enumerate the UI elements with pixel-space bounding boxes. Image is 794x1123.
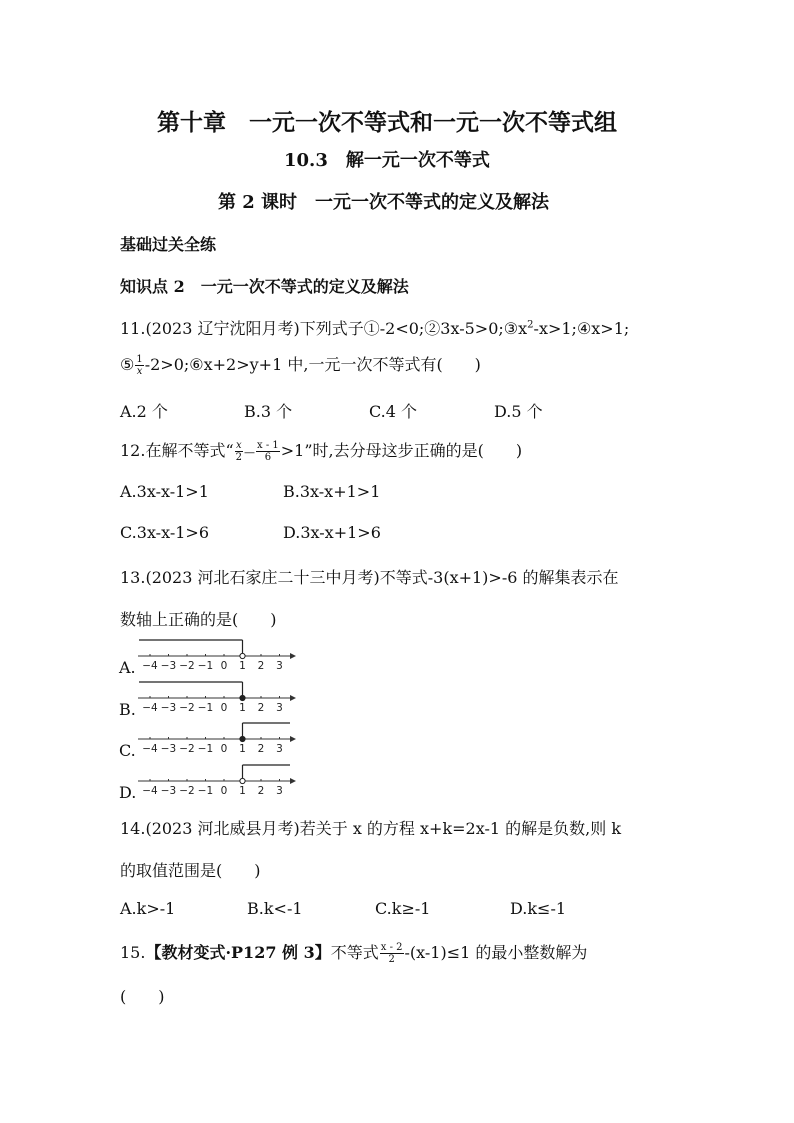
tick-label: 1	[239, 743, 246, 755]
q11-text-b: -x>1;④x>1;	[533, 319, 630, 338]
axis-arrow-icon	[290, 695, 296, 701]
tick-label: 2	[257, 785, 265, 797]
q14-option-d[interactable]: D.k≤-1	[510, 899, 567, 918]
q13-option-b-letter: B.	[119, 700, 136, 719]
tick-label: −2	[179, 785, 195, 797]
q11-line2	[120, 352, 481, 377]
q11-fraction	[135, 354, 143, 377]
tick-label: −3	[160, 785, 177, 797]
tick-label: −2	[179, 702, 195, 714]
q15-number: 15.	[120, 943, 146, 962]
tick-label: −1	[197, 660, 214, 672]
open-point	[240, 778, 245, 783]
open-point	[240, 653, 245, 658]
q13-option-c-letter: C.	[119, 741, 136, 760]
tick-label: 2	[257, 702, 265, 714]
q13-option-a-letter: A.	[119, 658, 136, 677]
tick-label: −4	[142, 743, 158, 755]
lesson-title: 第 2 课时 一元一次不等式的定义及解法	[218, 192, 550, 213]
q11-text-a: 11.(2023 辽宁沈阳月考)下列式子①-2<0;②3x-5>0;③x	[120, 319, 528, 338]
closed-point	[240, 695, 245, 700]
tick-label: 1	[239, 660, 246, 672]
chapter-title: 第十章 一元一次不等式和一元一次不等式组	[157, 109, 617, 136]
q14-line1: 14.(2023 河北威县月考)若关于 x 的方程 x+k=2x-1 的解是负数,则 k	[120, 819, 622, 838]
tick-label: 2	[257, 743, 265, 755]
q12-option-b[interactable]: B.3x-x+1>1	[283, 482, 381, 501]
q13-number-line-c	[138, 719, 298, 755]
q13-number-line-d	[138, 761, 298, 797]
tick-label: 3	[276, 785, 283, 797]
section-title-text: 10.3 解一元一次不等式	[284, 150, 490, 171]
q13-line2: 数轴上正确的是( )	[120, 610, 277, 629]
axis-arrow-icon	[290, 736, 296, 742]
q11-frac-num: 1	[136, 354, 143, 365]
q12-prefix: 12.在解不等式“	[120, 441, 234, 460]
tick-label: 3	[276, 702, 283, 714]
q12-frac1	[235, 440, 243, 463]
tick-label: −4	[142, 702, 158, 714]
q15-frac-num: x - 2	[380, 942, 403, 953]
q12-frac2	[256, 440, 280, 463]
q15-tail: -(x-1)≤1 的最小整数解为	[404, 943, 588, 962]
q13-option-d-letter: D.	[119, 783, 137, 802]
q11-option-c[interactable]: C.4 个	[369, 402, 418, 421]
q12-option-d[interactable]: D.3x-x+1>6	[283, 523, 381, 542]
q13-line1: 13.(2023 河北石家庄二十三中月考)不等式-3(x+1)>-6 的解集表示在	[120, 568, 619, 587]
q12-frac2-den: 6	[264, 452, 272, 463]
tick-label: −3	[160, 743, 177, 755]
q13-number-line-b	[138, 678, 298, 714]
practice-heading: 基础过关全练	[120, 235, 217, 254]
tick-label: 0	[220, 743, 228, 755]
tick-label: −4	[142, 785, 158, 797]
tick-label: −2	[179, 660, 195, 672]
q15-mid: 不等式	[330, 943, 379, 962]
q11-line1	[120, 316, 629, 339]
tick-label: 3	[276, 743, 283, 755]
tick-label: 0	[220, 660, 228, 672]
q11-option-b[interactable]: B.3 个	[244, 402, 293, 421]
tick-label: −1	[197, 743, 214, 755]
q15-fraction	[380, 942, 404, 965]
q13-number-line-a	[138, 636, 298, 672]
q12-minus: —	[244, 446, 256, 459]
tick-label: −4	[142, 660, 158, 672]
closed-point	[240, 736, 245, 741]
q14-option-b[interactable]: B.k<-1	[247, 899, 303, 918]
q15-line2: ( )	[120, 987, 165, 1006]
q12-frac2-num: x - 1	[257, 440, 279, 451]
q14-option-c[interactable]: C.k≥-1	[375, 899, 431, 918]
section-title	[284, 146, 490, 172]
tick-label: −3	[160, 660, 177, 672]
q11-frac-den-var: x	[136, 366, 143, 377]
q12-option-c[interactable]: C.3x-x-1>6	[120, 523, 209, 542]
tick-label: −2	[179, 743, 195, 755]
tick-label: 2	[257, 660, 265, 672]
q12-option-a[interactable]: A.3x-x-1>1	[120, 482, 209, 501]
q15-tag: 【教材变式·P127 例 3】	[145, 943, 331, 962]
q14-line2: 的取值范围是( )	[120, 861, 261, 880]
q11-text-c: -2>0;⑥x+2>y+1 中,一元一次不等式有( )	[144, 355, 481, 374]
q11-option-d[interactable]: D.5 个	[494, 402, 543, 421]
tick-label: −3	[160, 702, 177, 714]
q12-frac1-den: 2	[235, 452, 243, 463]
q14-option-a[interactable]: A.k>-1	[120, 899, 176, 918]
tick-label: 1	[239, 702, 246, 714]
q12-frac1-num-var: x	[236, 440, 242, 451]
tick-label: 3	[276, 660, 283, 672]
tick-label: −1	[197, 702, 214, 714]
q11-sup: 2	[527, 319, 534, 331]
tick-label: 0	[220, 785, 228, 797]
axis-arrow-icon	[290, 778, 296, 784]
knowledge-point: 知识点 2 一元一次不等式的定义及解法	[120, 277, 409, 296]
q12-line	[120, 438, 522, 463]
q15-line1	[120, 940, 587, 965]
axis-arrow-icon	[290, 653, 296, 659]
tick-label: 0	[220, 702, 228, 714]
q11-circle-5: ⑤	[120, 355, 135, 374]
q15-frac-den: 2	[388, 954, 395, 965]
q12-suffix: >1”时,去分母这步正确的是( )	[280, 441, 523, 460]
q12-frac1-num	[235, 440, 243, 452]
tick-label: −1	[197, 785, 214, 797]
q11-option-a[interactable]: A.2 个	[120, 402, 168, 421]
q11-frac-den	[136, 366, 144, 377]
tick-label: 1	[239, 785, 246, 797]
